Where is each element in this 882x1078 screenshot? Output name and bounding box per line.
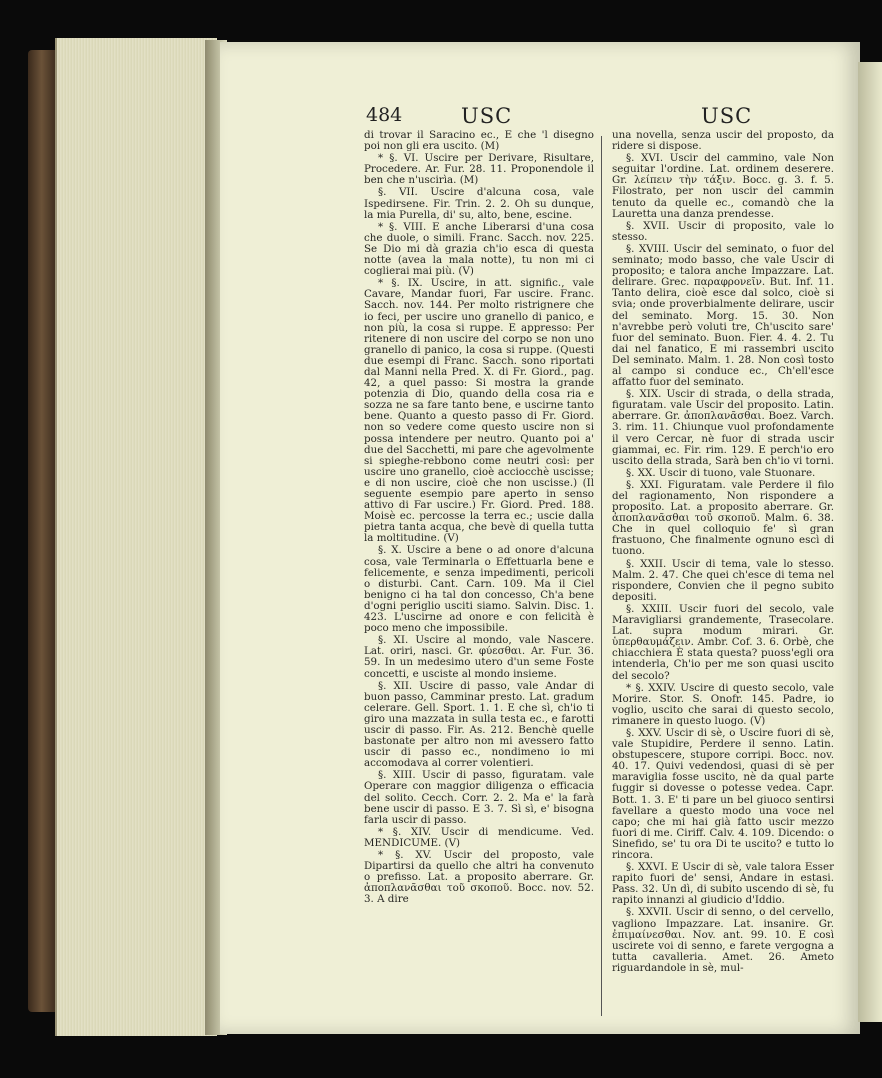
right-column	[612, 130, 834, 1010]
paragraph: * §. XV. Uscir del proposto, vale Dipartirsi da quello che altri ha convenuto o prefisso. Lat. a proposito aberrare. Gr. ἀποπλανᾶσθαι τοῦ σκοποῦ. Bocc. nov. 52. 3. A dire	[364, 849, 594, 906]
paragraph: §. XI. Uscire al mondo, vale Nascere. Lat. oriri, nasci. Gr. φύεσθαι. Ar. Fur. 36. 59. In un medesimo utero d'un seme Foste concetti, e usciste al mondo insieme.	[364, 634, 594, 680]
paragraph: di trovar il Saracino ec., E che 'l disegno poi non gli era uscito. (M)	[364, 130, 594, 153]
paragraph: §. XVI. Uscir del cammino, vale Non seguitar l'ordine. Lat. ordinem deserere. Gr. λείπειν τὴν τάξιν. Bocc. g. 3. f. 5. Filostrato, per non uscir del cammin tenuto da quelle ec., comandò che la Lauretta una danza prendesse.	[612, 152, 834, 220]
paragraph: §. XXII. Uscir di tema, vale lo stesso. Malm. 2. 47. Che quei ch'esce di tema nel rispondere, Convien che il pegno subito depositi.	[612, 557, 834, 603]
paragraph: * §. XXIV. Uscire di questo secolo, vale Morire. Stor. S. Onofr. 145. Padre, io voglio, uscito che sarai di questo secolo, rimanere in questo luogo. (V)	[612, 681, 834, 727]
paragraph: §. VII. Uscire d'alcuna cosa, vale Ispedirsene. Fir. Trin. 2. 2. Oh su dunque, la mia Purella, di' su, alto, bene, escine.	[364, 186, 594, 221]
paragraph: §. XXVII. Uscir di senno, o del cervello, vagliono Impazzare. Lat. insanire. Gr. ἐπιμαίνεσθαι. Nov. ant. 99. 10. E così uscirete voi di senno, e farete vergogna a tutta cavalleria. Amet. 26. Ameto riguardandole in sè, mul-	[612, 906, 834, 974]
paragraph: * §. VIII. E anche Liberarsi d'una cosa che duole, o simili. Franc. Sacch. nov. 225. Se Dio mi dà grazia ch'io esca di questa notte (avea la mala notte), tu non mi ci coglierai mai più. (V)	[364, 220, 594, 278]
paragraph: §. XXIII. Uscir fuori del secolo, vale Maravigliarsi grandemente, Trasecolare. Lat. supra modum mirari. Gr. ὑπερθαυμάζειν. Ambr. Cof. 3. 6. Orbè, che chiacchiera È stata questa? puoss'egli ora intenderla, Ch'io per me son quasi uscito del secolo?	[612, 602, 834, 682]
paragraph: una novella, senza uscir del proposto, da ridere si dispose.	[612, 130, 834, 153]
left-column	[364, 130, 594, 1025]
running-head-left: USC	[461, 104, 513, 128]
page-number: 484	[366, 104, 403, 126]
running-head-right: USC	[701, 104, 753, 128]
paragraph: §. XIX. Uscir di strada, o della strada, figuratam. vale Uscir del proposito. Latin. aberrare. Gr. ἀποπλανᾶσθαι. Boez. Varch. 3. rim. 11. Chiunque vuol profondamente il vero Cercar, nè fuor di strada uscir giammai, ec. Fir. rim. 129. E perch'io ero uscito della strada, Sarà ben ch'io vi torni.	[612, 388, 834, 467]
page-stack-edge	[55, 38, 217, 1036]
paragraph: §. XVII. Uscir di proposito, vale lo stesso.	[612, 219, 834, 243]
paragraph: §. XII. Uscire di passo, vale Andar di buon passo, Camminar presto. Lat. gradum celerare. Gell. Sport. 1. 1. E che sì, ch'io ti giro una mazzata in sulla testa ec., e farotti uscir di passo. Fir. As. 212. Benchè quelle bastonate per altro non mi avessero fatto uscir di passo ec., nondimeno io mi accomodava al correr volentieri.	[364, 679, 594, 770]
paragraph: * §. VI. Uscire per Derivare, Risultare, Procedere. Ar. Fur. 28. 11. Proponendole il ben che n'uscirìa. (M)	[364, 152, 594, 187]
paragraph: §. XXI. Figuratam. vale Perdere il filo del ragionamento, Non rispondere a proposito. Lat. a proposito aberrare. Gr. ἀποπλανᾶσθαι τοῦ σκοποῦ. Malm. 6. 38. Che in quel colloquio fe' sì gran frastuono, Che finalmente ognuno escì di tuono.	[612, 478, 834, 558]
paragraph: §. X. Uscire a bene o ad onore d'alcuna cosa, vale Terminarla o Effettuarla bene e felicemente, e senza impedimenti, pericoli o disturbi. Cant. Carn. 109. Ma il Ciel benigno ci ha tal don concesso, Ch'a bene d'ogni periglio usciti siamo. Salvin. Disc. 1. 423. L'uscirne ad onore e con felicità è poco meno che impossibile.	[364, 544, 594, 635]
paragraph: * §. IX. Uscire, in att. signific., vale Cavare, Mandar fuori, Far uscire. Franc. Sacch. nov. 144. Per molto ristrignere che io feci, per uscire uno granello di panico, e non più, la cosa si ruppe. E appresso: Per ritenere di non uscire del corpo se non uno granello di panico, la cosa si ruppe. (Questi due esempi di Franc. Sacch. sono riportati dal Manni nella Pred. X. di Fr. Giord., pag. 42, a quel passo: Si mostra la grande potenzia di Dio, quando della cosa ria e sozza ne sa fare tanto bene, e uscirne tanto bene. Quanto a questo passo di Fr. Giord. non so vedere come questo uscire non si possa intendere per neutro. Quanto poi a' due del Sacchetti, mi pare che agevolmente si spieghe-rebbono come neutri così: per uscire uno granello, cioè acciocchè uscisse; e di non uscire, cioè che non uscisse.) (Il seguente esempio pare aperto in senso attivo di Far uscire.) Fr. Giord. Pred. 188. Moisè ec. percosse la terra ec.; uscie dalla pietra tanta acqua, che bevè di quella tutta la moltitudine. (V)	[364, 277, 594, 545]
paragraph: §. XXV. Uscir di sè, o Uscire fuori di sè, vale Stupidire, Perdere il senno. Latin. obstupescere, stupore corripi. Bocc. nov. 40. 17. Quivi vedendosi, quasi di sè per maraviglia fosse uscito, nè da qual parte fuggir si dovesse o potesse vedea. Capr. Bott. 1. 3. E' ti pare un bel giuoco sentirsi favellare a questo modo una voce nel capo; che mi hai già fatto uscir mezzo fuori di me. Ciriff. Calv. 4. 109. Dicendo: o Sinefido, se' tu ora Di te uscito? e tutto lo rincora.	[612, 726, 834, 861]
paragraph: §. XIII. Uscir di passo, figuratam. vale Operare con maggior diligenza o efficacia del solito. Cecch. Corr. 2. 2. Ma e' la farà bene uscir di passo. E 3. 7. Sì sì, e' bisogna farla uscir di passo.	[364, 769, 594, 826]
paragraph: §. XX. Uscir di tuono, vale Stuonare.	[626, 466, 816, 479]
paragraph: * §. XIV. Uscir di mendicume. Ved. MENDICUME. (V)	[364, 825, 594, 849]
paragraph: §. XXVI. E Uscir di sè, vale talora Esser rapito fuori de' sensi, Andare in estasi. Pass. 32. Un dì, di subito uscendo di sè, fu rapito innanzi al giudicio d'Iddio.	[612, 861, 834, 907]
column-divider	[601, 136, 602, 1016]
paragraph: §. XVIII. Uscir del seminato, o fuor del seminato; modo basso, che vale Uscir di proposito; e talora anche Impazzare. Lat. delirare. Grec. παραφρονεῖν. But. Inf. 11. Tanto delira, cioè esce dal solco, cioè si svia; onde proverbialmente delirare, uscir del seminato. Morg. 15. 30. Non n'avrebbe però voluti tre, Ch'uscito sare' fuor del seminato. Buon. Fier. 4. 4. 2. Tu dai nel fanatico, E mi rassembri uscito Del seminato. Malm. 1. 28. Non così tosto al campo si conduce ec., Ch'ell'esce affatto fuor del seminato.	[612, 242, 834, 389]
facing-page-edge	[858, 62, 882, 1022]
